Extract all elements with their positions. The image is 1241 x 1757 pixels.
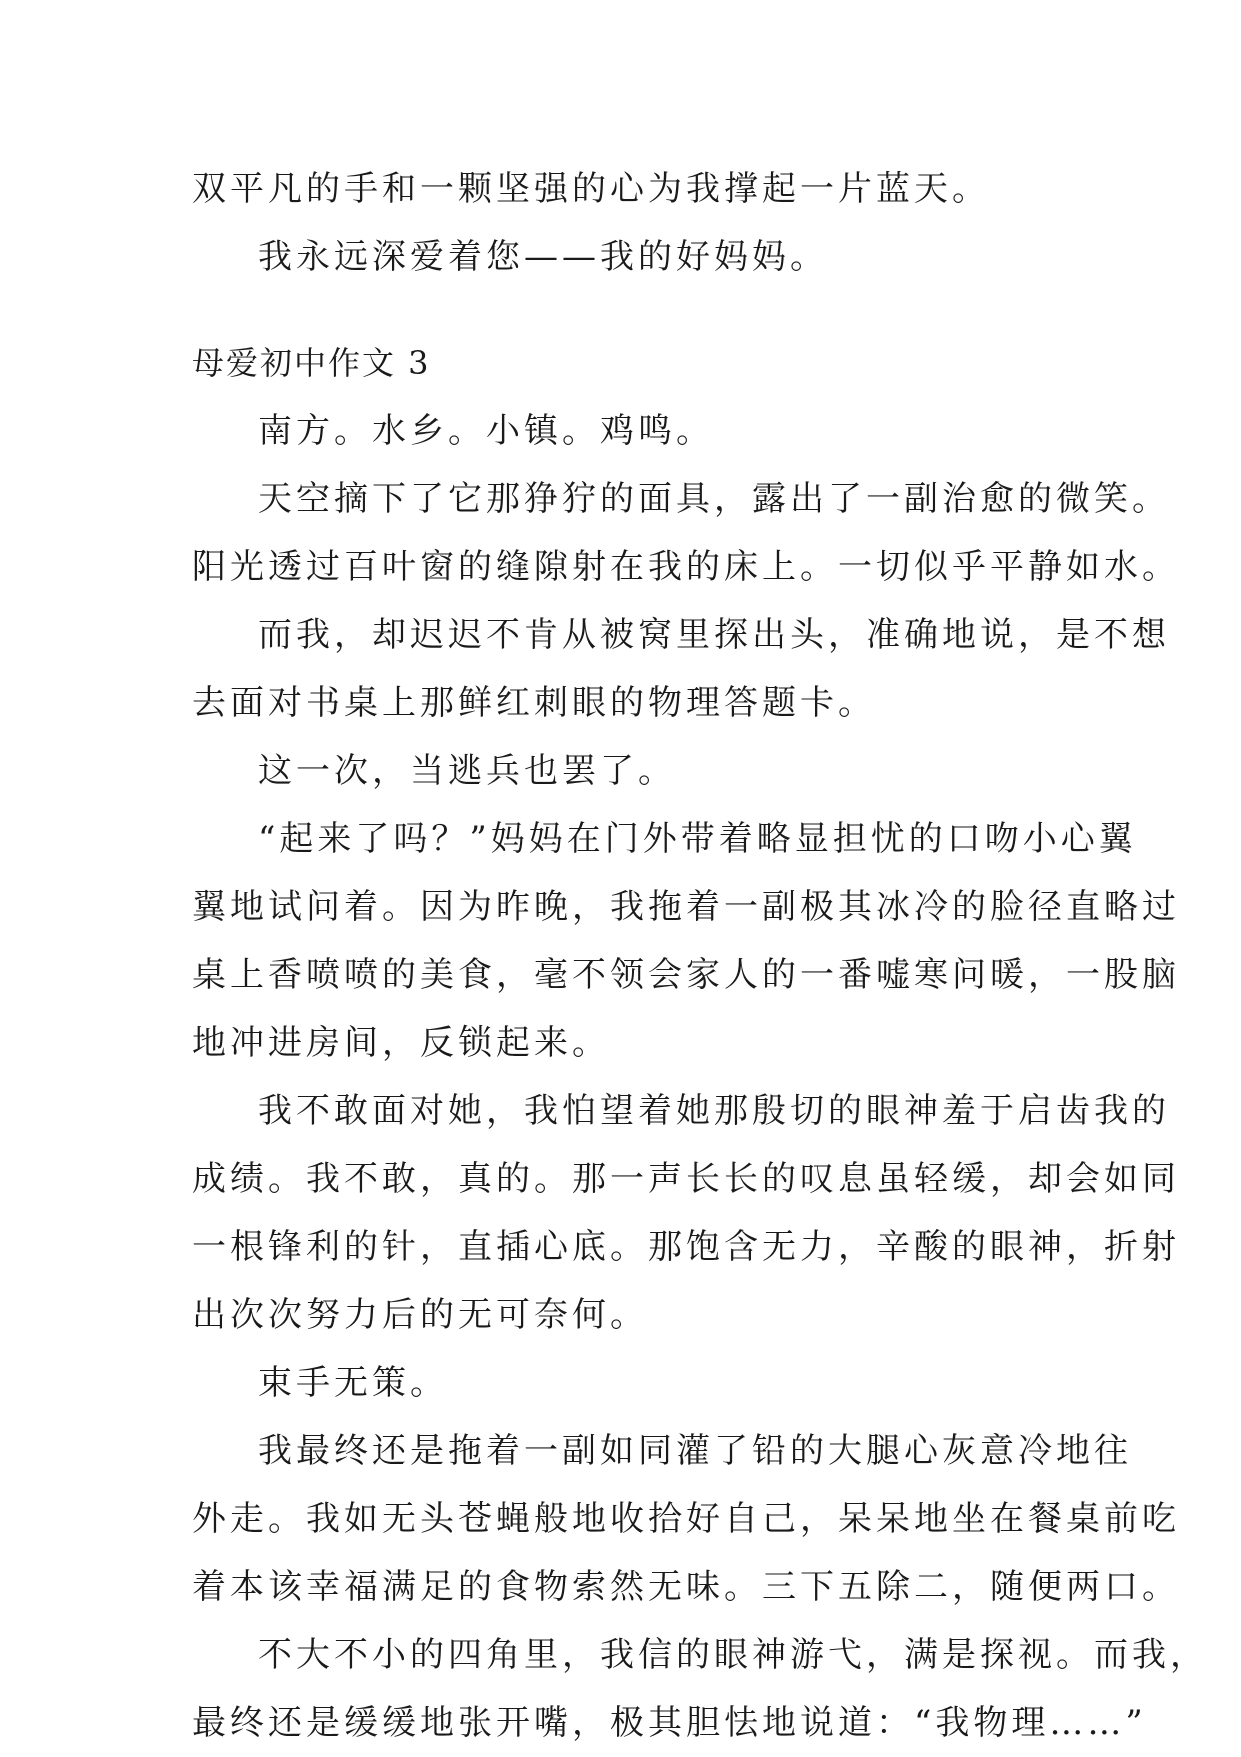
preceding-paragraphs [192, 155, 1072, 291]
text-line: 出次次努力后的无可奈何。 [192, 1295, 648, 1335]
text-line: 成绩。我不敢，真的。那一声长长的叹息虽轻缓，却会如同 [192, 1159, 1180, 1199]
text-line: 一根锋利的针，直插心底。那饱含无力，辛酸的眼神，折射 [192, 1227, 1180, 1267]
text-line: 这一次，当逃兵也罢了。 [258, 751, 676, 791]
document-body [192, 155, 1208, 1757]
text-line: 地冲进房间，反锁起来。 [192, 1023, 610, 1063]
text-line: 我不敢面对她，我怕望着她那殷切的眼神羞于启齿我的 [258, 1091, 1170, 1131]
section-heading: 母爱初中作文 3 [192, 344, 431, 382]
text-line: 桌上香喷喷的美食，毫不领会家人的一番嘘寒问暖，一股脑 [192, 955, 1180, 995]
essay-paragraphs [192, 397, 1208, 1757]
text-line: 翼地试问着。因为昨晚，我拖着一副极其冰冷的脸径直略过 [192, 887, 1180, 927]
text-line: 我永远深爱着您——我的好妈妈。 [258, 237, 828, 277]
section-gap [192, 291, 1072, 329]
text-line: 阳光透过百叶窗的缝隙射在我的床上。一切似乎平静如水。 [192, 547, 1180, 587]
text-line: 着本该幸福满足的食物索然无味。三下五除二，随便两口。 [192, 1567, 1180, 1607]
text-line: 而我，却迟迟不肯从被窝里探出头，准确地说，是不想 [258, 615, 1170, 655]
text-line: 双平凡的手和一颗坚强的心为我撑起一片蓝天。 [192, 169, 990, 209]
text-line: 束手无策。 [258, 1363, 448, 1403]
text-line: 不大不小的四角里，我信的眼神游弋，满是探视。而我， [258, 1635, 1208, 1675]
text-line: “起来了吗？”妈妈在门外带着略显担忧的口吻小心翼 [258, 819, 1137, 859]
text-line: 去面对书桌上那鲜红刺眼的物理答题卡。 [192, 683, 876, 723]
text-line: 外走。我如无头苍蝇般地收拾好自己，呆呆地坐在餐桌前吃 [192, 1499, 1180, 1539]
text-line: 最终还是缓缓地张开嘴，极其胆怯地说道：“我物理……” [192, 1703, 1147, 1743]
text-line: 南方。水乡。小镇。鸡鸣。 [258, 411, 714, 451]
text-line: 天空摘下了它那狰狞的面具，露出了一副治愈的微笑。 [258, 479, 1170, 519]
text-line: 我最终还是拖着一副如同灌了铅的大腿心灰意冷地往 [258, 1431, 1132, 1471]
